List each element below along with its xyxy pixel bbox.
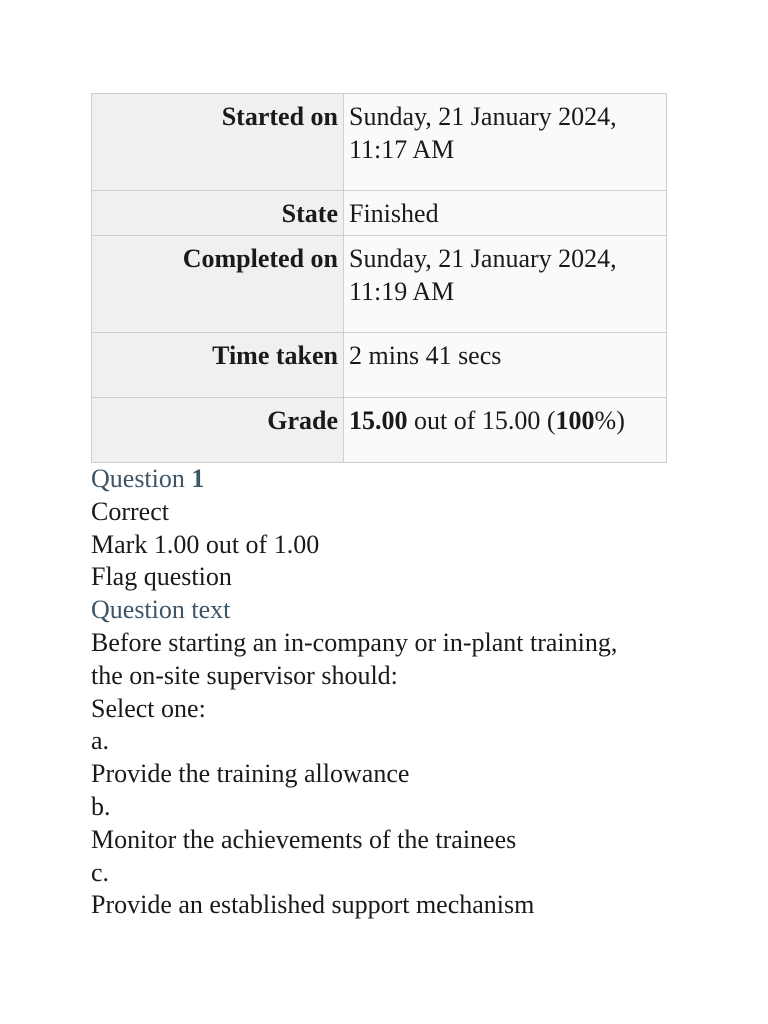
option-b-letter[interactable]: b.: [91, 791, 111, 821]
option-b-text[interactable]: Monitor the achievements of the trainees: [91, 824, 517, 854]
question-text-line-2: the on-site supervisor should:: [91, 660, 398, 690]
started-on-label: Started on: [92, 94, 344, 191]
option-c-letter[interactable]: c.: [91, 857, 110, 887]
time-taken-label: Time taken: [92, 333, 344, 398]
completed-on-value: [344, 236, 667, 333]
question-prefix: Question: [91, 464, 192, 493]
completed-on-label: Completed on: [92, 236, 344, 333]
question-text-heading: Question text: [91, 595, 231, 625]
completed-on-date: Sunday, 21 January 2024,: [349, 244, 617, 273]
flag-question-link[interactable]: Flag question: [91, 562, 232, 592]
grade-score: 15.00: [349, 406, 408, 435]
select-one-prompt: Select one:: [91, 693, 206, 723]
question-text-line-1: Before starting an in-company or in-plant training,: [91, 627, 618, 657]
completed-on-time: 11:19 AM: [349, 277, 455, 306]
option-a-letter[interactable]: a.: [91, 726, 110, 756]
grade-end: %): [594, 406, 625, 435]
question-status: Correct: [91, 496, 169, 526]
quiz-summary-table: [91, 93, 667, 463]
summary-row-started-on: [92, 94, 667, 191]
question-number-heading: [91, 463, 731, 496]
started-on-time: 11:17 AM: [349, 135, 455, 164]
question-number: 1: [191, 464, 205, 493]
state-value: Finished: [344, 191, 667, 236]
summary-row-time-taken: [92, 333, 667, 398]
option-c-text[interactable]: Provide an established support mechanism: [91, 890, 535, 920]
question-mark: Mark 1.00 out of 1.00: [91, 529, 320, 559]
summary-row-grade: [92, 398, 667, 463]
grade-label: Grade: [92, 398, 344, 463]
started-on-date: Sunday, 21 January 2024,: [349, 102, 617, 131]
grade-middle: out of 15.00 (: [407, 406, 556, 435]
state-label: State: [92, 191, 344, 236]
started-on-value: [344, 94, 667, 191]
grade-value: [344, 398, 667, 463]
question-block: [91, 463, 731, 922]
grade-percent: 100: [555, 406, 595, 435]
time-taken-value: 2 mins 41 secs: [344, 333, 667, 398]
summary-row-state: [92, 191, 667, 236]
option-a-text[interactable]: Provide the training allowance: [91, 759, 410, 789]
summary-row-completed-on: [92, 236, 667, 333]
